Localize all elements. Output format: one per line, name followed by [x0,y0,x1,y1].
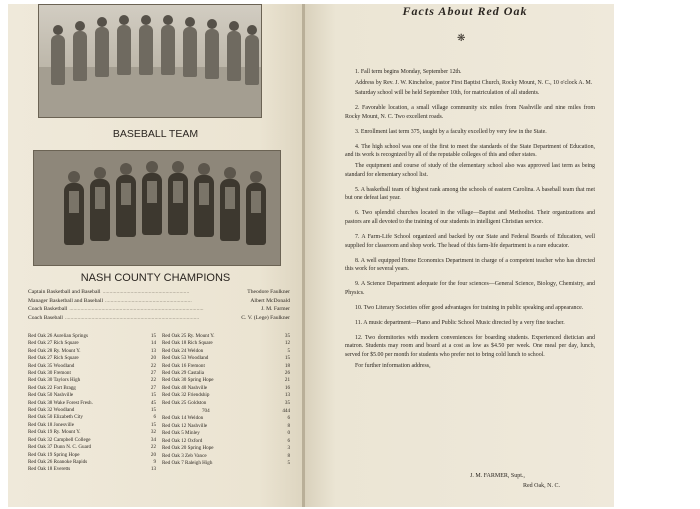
paragraph: 1. Fall term begins Monday, September 12th. [355,69,462,75]
score-row: Red Oak 27 Rich Square 14 [28,340,156,347]
scores-column-right [162,333,290,474]
staff-list [28,288,290,322]
score-row: Red Oak 26 Roanoke Rapids 9 [28,458,156,465]
basketball-totals: 704 444 [202,408,290,415]
score-row: Red Oak 12 Oxford 6 [162,437,290,444]
score-row: Red Oak 32 Friendship 13 [162,392,290,399]
paragraph: Address by Rev. J. W. Kincheloe, pastor First Baptist Church, Rocky Mount, N. C., 10 o'clock A. M. [355,79,593,86]
player-figure [161,25,175,75]
score-row: Red Oak 30 Taylors High 22 [28,377,156,384]
staff-row: Manager Basketball and Baseball .............................................................. Albert McDonald [28,297,290,304]
score-row: Red Oak 7 Raleigh High 5 [162,459,290,466]
player-figure [227,31,241,81]
player-figure [117,25,131,75]
score-row: Red Oak 50 Nashville 15 [28,392,156,399]
ornament-icon: ❋ [457,33,466,44]
score-row: Red Oak 25 Goldston 35 [162,399,290,406]
score-row: Red Oak 19 Spring Hope 20 [28,451,156,458]
score-row: Red Oak 12 Nashville 8 [162,422,290,429]
left-page [8,4,303,507]
paragraph: For further information address, [355,362,431,369]
score-row: Red Oak 19 Ry. Mount Y. 32 [28,429,156,436]
score-row: Red Oak 14 Weldon 6 [162,415,290,422]
score-row: Red Oak 35 Woodland 22 [28,362,156,369]
paragraph: 5. A basketball team of highest rank among the schools of eastern Carolina. A baseball team that met but one defeat last year. [345,186,595,202]
facts-text [345,68,595,377]
player-figure [245,35,259,85]
paragraph: 8. A well equipped Home Economics Department in charge of a competent teacher who has directed this work for several years. [345,257,595,273]
score-row: Red Oak 20 Spring Hope 3 [162,445,290,452]
paragraph: 2. Favorable location, a small village community six miles from Nashville and nine miles from Rocky Mount, N. C. Two excellent roads. [345,105,595,120]
score-row: Red Oak 26 Aurelian Springs 15 [28,333,156,339]
score-row: Red Oak 53 Woodland 15 [162,355,290,362]
paragraph: 7. A Farm-Life School organized and backed by our State and Federal Boards of Education, well supplied for classroom and shop work. The head of this farm-life department is a rare educator. [345,233,595,249]
scores-column-left [28,333,156,474]
paragraph: 11. A music department—Piano and Public School Music directed by a very fine teacher. [355,319,565,326]
score-row: Red Oak 27 Rich Square 20 [28,355,156,362]
player-figure [246,183,266,245]
staff-row: Coach Baseball ................................................................................................ C. V. (Lege) Faulkner [28,314,290,321]
score-row: Red Oak 22 Fort Bragg 27 [28,384,156,391]
player-figure [139,25,153,75]
staff-row: Coach Basketball ................................................................................................ J. M. Farmer [28,306,290,313]
player-figure [116,175,136,237]
paragraph: 10. Two Literary Societies offer good advantages for training in public speaking and appearance. [355,304,584,311]
score-row: Red Oak 29 Castalia 26 [162,370,290,377]
baseball-team-caption: BASEBALL TEAM [112,128,199,140]
player-figure [51,35,65,85]
player-figure [194,175,214,237]
score-row: Red Oak 38 Wake Forest Fresh. 45 [28,399,156,406]
score-row: Red Oak 28 Ry. Mount Y. 13 [28,347,156,354]
score-row: Red Oak 50 Elizabeth City 6 [28,414,156,421]
paragraph: 4. The high school was one of the first to meet the standards of the State Department of Education, and its work is recognized by all of the reputable colleges of this and other states. [345,143,595,159]
paragraph: 12. Two dormitories with modern conveniences for boarding students. Experienced dietician and matron. Students may room and board at a cost as low as $4.50 per week. One meal per day, lunch, served for $5.00 per month for students who prefer not to bring cold lunch to school. [345,334,595,358]
score-row: Red Oak 32 Woodland 15 [28,407,156,414]
paragraph: 6. Two splendid churches located in the village—Baptist and Methodist. Their organizations and pastors are all devoted to the training of our students in intelligent Christian service. [345,210,595,226]
score-row: Red Oak 18 Jonesville 15 [28,421,156,428]
signature: J. M. FARMER, Supt., [470,473,525,479]
right-page [305,4,614,507]
staff-row: Captain Basketball and Baseball .............................................................. Theodore Faulkner [28,289,290,295]
player-figure [64,183,84,245]
booklet-spread [8,4,614,507]
player-figure [220,179,240,241]
scores-table [28,333,290,474]
paragraph: 9. A Science Department adequate for the four sciences—General Science, Biology, Chemistry, and Physics. [345,281,595,296]
player-figure [90,179,110,241]
score-row: Red Oak 18 Everetts 13 [28,466,156,473]
score-row: Red Oak 5 Minley 0 [162,430,290,437]
score-row: Red Oak 30 Fremont 27 [28,370,156,377]
baseball-team-photo [38,4,262,118]
score-row: Red Oak 24 Weldon 5 [162,347,290,354]
score-row: Red Oak 32 Campbell College 34 [28,436,156,443]
player-figure [95,27,109,77]
basketball-team-photo [33,150,281,266]
player-figure [142,173,162,235]
paragraph: Saturday school will be held September 10th, for matriculation of all students. [355,90,540,97]
player-figure [205,29,219,79]
paragraph: 3. Enrollment last term 375, taught by a faculty excelled by very few in the State. [355,128,547,135]
player-figure [183,27,197,77]
champions-caption: NASH COUNTY CHAMPIONS [80,272,231,284]
score-row: Red Oak 18 Rich Square 12 [162,340,290,347]
score-row: Red Oak 16 Fremont 18 [162,362,290,369]
score-row: Red Oak 30 Spring Hope 21 [162,377,290,384]
score-row: Red Oak 37 Dunn N. C. Guard 22 [28,444,156,451]
score-row: Red Oak 40 Nashville 16 [162,384,290,391]
page-title: Facts About Red Oak [402,4,528,18]
player-figure [73,31,87,81]
player-figure [168,173,188,235]
score-row: Red Oak 3 Zeb Vance 8 [162,452,290,459]
score-row: Red Oak 25 Ry. Mount Y. 35 [162,333,290,339]
location: Red Oak, N. C. [523,483,560,489]
paragraph: The equipment and course of study of the elementary school also was approved last term as being standard for elementary school list. [345,163,595,178]
